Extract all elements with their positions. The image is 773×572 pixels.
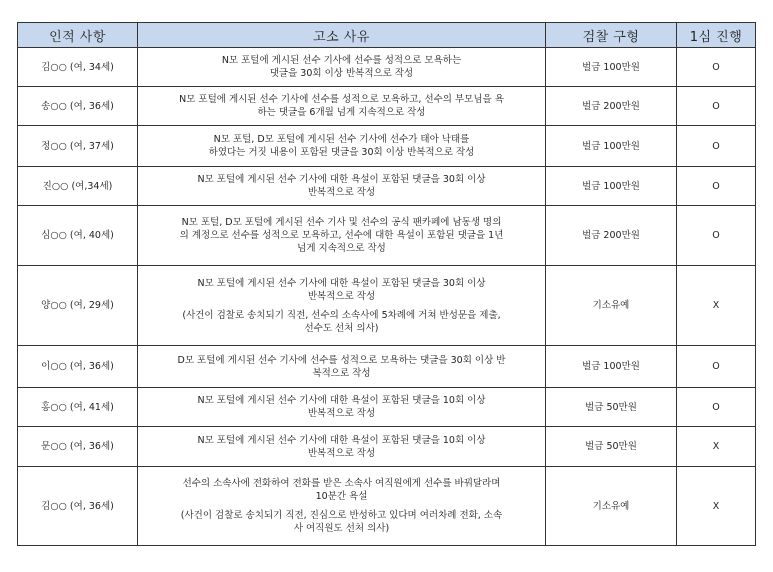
prosecution-cell: 벌금 50만원 <box>546 427 677 467</box>
reason-cell <box>138 427 546 467</box>
reason-line: 10분간 욕설 <box>315 491 368 502</box>
reason-cell <box>138 206 546 266</box>
reason-line: 하였다는 거짓 내용이 포함된 댓글을 30회 이상 반복적으로 작성 <box>208 147 475 158</box>
reason-line: 하는 댓글을 6개월 넘게 지속적으로 작성 <box>257 107 426 118</box>
prosecution-cell: 벌금 200만원 <box>546 87 677 126</box>
reason-line: 반복적으로 작성 <box>307 290 376 302</box>
prosecution-cell: 벌금 50만원 <box>546 388 677 427</box>
reason-line: 댓글을 30회 이상 반복적으로 작성 <box>269 68 414 79</box>
table-row <box>18 87 756 126</box>
header-trial: 1심 진행 <box>677 23 756 48</box>
reason-line: 반복적으로 작성 <box>307 187 376 198</box>
prosecution-cell: 벌금 100만원 <box>546 48 677 87</box>
reason-cell <box>138 346 546 388</box>
person-cell: 진○○ (여,34세) <box>18 167 138 206</box>
reason-line: N모 포털에 게시된 선수 기사에 대한 욕설이 포함된 댓글을 30회 이상 <box>197 174 486 185</box>
table-row <box>18 467 756 546</box>
reason-line: 반복적으로 작성 <box>307 447 376 459</box>
trial-cell: O <box>677 87 756 126</box>
table-row <box>18 48 756 87</box>
reason-line: 복적으로 작성 <box>312 367 371 379</box>
person-cell: 이○○ (여, 36세) <box>18 346 138 388</box>
trial-cell: O <box>677 48 756 87</box>
person-cell: 양○○ (여, 29세) <box>18 266 138 346</box>
reason-line: 넘게 지속적으로 작성 <box>297 243 386 254</box>
prosecution-cell: 벌금 100만원 <box>546 346 677 388</box>
header-row <box>18 23 756 48</box>
reason-line: 선수의 소속사에 전화하여 전화를 받은 소속사 여직원에게 선수를 바꿔달라며 <box>182 478 501 489</box>
reason-line: N모 포털, D모 포털에 게시된 선수 기사에 선수가 태아 낙태를 <box>213 134 470 145</box>
person-cell: 송○○ (여, 36세) <box>18 87 138 126</box>
table-row <box>18 167 756 206</box>
reason-line: N모 포털에 게시된 선수 기사에 대한 욕설이 포함된 댓글을 10회 이상 <box>197 395 486 406</box>
reason-line: N모 포털, D모 포털에 게시된 선수 기사 및 선수의 공식 팬카페에 남동생 명의 <box>181 217 502 228</box>
prosecution-cell: 벌금 200만원 <box>546 206 677 266</box>
reason-line: 의 계정으로 선수를 성적으로 모욕하고, 선수에 대한 욕설이 포함된 댓글을 1년 <box>179 230 504 241</box>
reason-cell <box>138 467 546 546</box>
table-row <box>18 427 756 467</box>
trial-cell: X <box>677 467 756 546</box>
trial-cell: O <box>677 388 756 427</box>
prosecution-cell: 기소유예 <box>546 266 677 346</box>
note-line: (사건이 검찰로 송치되기 직전, 선수의 소속사에 5차례에 거쳐 반성문을 제출, <box>182 309 501 321</box>
reason-note <box>142 509 541 535</box>
note-line: 사 여직원도 선처 의사) <box>293 523 390 534</box>
table-row <box>18 388 756 427</box>
reason-cell <box>138 266 546 346</box>
reason-line: N모 포털에 게시된 선수 기사에 선수를 성적으로 모욕하는 <box>221 55 462 66</box>
person-cell: 심○○ (여, 40세) <box>18 206 138 266</box>
lawsuit-table <box>17 22 756 546</box>
trial-cell: O <box>677 346 756 388</box>
table-row <box>18 346 756 388</box>
header-prosecution: 검찰 구형 <box>546 23 677 48</box>
reason-note <box>142 309 541 335</box>
trial-cell: X <box>677 427 756 467</box>
note-line: (사건이 검찰로 송치되기 직전, 진심으로 반성하고 있다며 여러차례 전화, 소속 <box>180 510 503 521</box>
table-row <box>18 206 756 266</box>
trial-cell: O <box>677 167 756 206</box>
trial-cell: O <box>677 206 756 266</box>
note-line: 선수도 선처 의사) <box>304 322 379 334</box>
reason-cell <box>138 388 546 427</box>
reason-cell <box>138 87 546 126</box>
person-cell: 김○○ (여, 34세) <box>18 48 138 87</box>
prosecution-cell: 벌금 100만원 <box>546 167 677 206</box>
reason-line: D모 포털에 게시된 선수 기사에 선수를 성적으로 모욕하는 댓글을 30회 이상 반 <box>177 354 506 366</box>
person-cell: 김○○ (여, 36세) <box>18 467 138 546</box>
trial-cell: X <box>677 266 756 346</box>
reason-line: N모 포털에 게시된 선수 기사에 대한 욕설이 포함된 댓글을 30회 이상 <box>197 277 486 289</box>
trial-cell: O <box>677 126 756 167</box>
header-person: 인적 사항 <box>18 23 138 48</box>
reason-line: N모 포털에 게시된 선수 기사에 선수를 성적으로 모욕하고, 선수의 부모님을 욕 <box>179 94 504 105</box>
prosecution-cell: 기소유예 <box>546 467 677 546</box>
person-cell: 정○○ (여, 37세) <box>18 126 138 167</box>
table-body <box>18 48 756 546</box>
reason-line: 반복적으로 작성 <box>307 408 376 419</box>
header-reason: 고소 사유 <box>138 23 546 48</box>
table-row <box>18 266 756 346</box>
reason-line: N모 포털에 게시된 선수 기사에 대한 욕설이 포함된 댓글을 10회 이상 <box>197 434 486 446</box>
prosecution-cell: 벌금 100만원 <box>546 126 677 167</box>
person-cell: 문○○ (여, 36세) <box>18 427 138 467</box>
table-row <box>18 126 756 167</box>
person-cell: 홍○○ (여, 41세) <box>18 388 138 427</box>
reason-cell <box>138 167 546 206</box>
reason-cell <box>138 126 546 167</box>
reason-cell <box>138 48 546 87</box>
